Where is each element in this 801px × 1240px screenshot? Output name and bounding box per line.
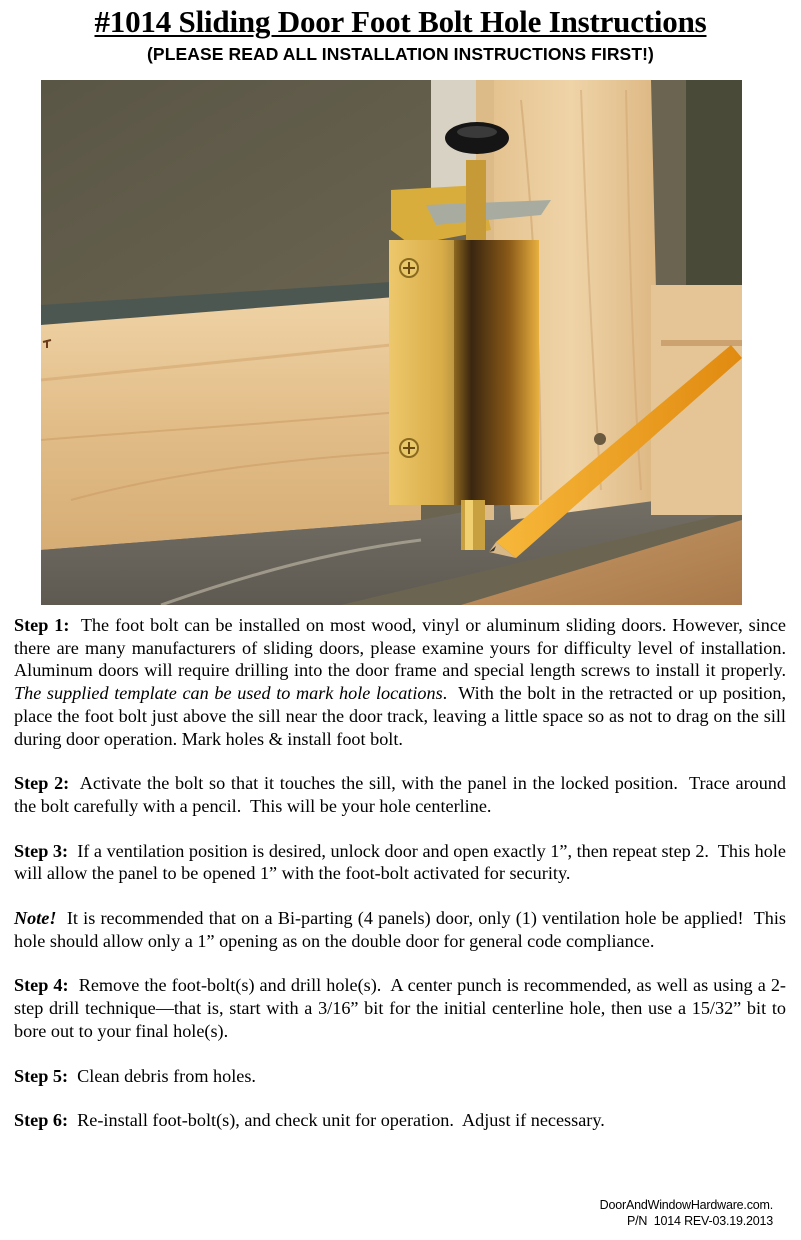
step-label: Step 6: bbox=[14, 1110, 69, 1131]
part-number: P/N 1014 REV-03.19.2013 bbox=[627, 1214, 773, 1228]
foot-bolt-installation-image bbox=[41, 80, 742, 605]
step-text-continued: . With the bolt in the retracted or up position, place the foot bolt just above the sill near the door track, leaving a little space so as not to drag on the sill during door operation. Mark holes & install foot bolt. bbox=[14, 683, 791, 749]
step-5 bbox=[14, 1065, 786, 1088]
step-text: Activate the bolt so that it touches the sill, with the panel in the locked position. Trace around the bolt carefully with a pencil. This will be your hole centerline. bbox=[14, 773, 791, 816]
step-label: Step 5: bbox=[14, 1065, 69, 1086]
step-text: Remove the foot-bolt(s) and drill hole(s). A center punch is recommended, as well as using a 2-step drill technique—that is, start with a 3/16” bit for the initial centerline hole, then use a 15/32” bit to bore out to your final hole(s). bbox=[14, 975, 791, 1041]
step-text: If a ventilation position is desired, unlock door and open exactly 1”, then repeat step 2. This hole will allow the panel to be opened 1” with the foot-bolt activated for security. bbox=[14, 840, 791, 884]
step-label: Step 3: bbox=[14, 840, 69, 861]
step-label: Step 1: bbox=[14, 615, 70, 635]
document-title bbox=[0, 4, 801, 40]
document-footer bbox=[600, 1197, 773, 1229]
step-text: The foot bolt can be installed on most wood, vinyl or aluminum sliding doors. However, since there are many manufacturers of sliding doors, please examine yours for difficulty level of installation. Aluminum doors will require drilling into the door frame and special length screws to install it properly. bbox=[14, 615, 791, 681]
step-italic-text: The supplied template can be used to mark hole locations bbox=[14, 683, 443, 704]
step-text: Re-install foot-bolt(s), and check unit for operation. Adjust if necessary. bbox=[68, 1110, 605, 1131]
note-text: It is recommended that on a Bi-parting (4 panels) door, only (1) ventilation hole be applied! This hole should allow only a 1” opening as on the double door for general code compliance. bbox=[14, 908, 791, 951]
title-text: #1014 Sliding Door Foot Bolt Hole Instructions bbox=[94, 4, 707, 39]
website-text: DoorAndWindowHardware.com. bbox=[599, 1198, 773, 1212]
note bbox=[14, 907, 791, 952]
step-label: Step 4: bbox=[14, 975, 69, 996]
step-4 bbox=[14, 974, 791, 1042]
step-2 bbox=[14, 772, 791, 817]
document-subtitle: (PLEASE READ ALL INSTALLATION INSTRUCTIONS FIRST!) bbox=[147, 44, 654, 64]
step-6 bbox=[14, 1109, 786, 1132]
step-label: Step 2: bbox=[14, 773, 70, 794]
step-3 bbox=[14, 840, 791, 885]
product-photo bbox=[41, 80, 742, 605]
note-label: Note! bbox=[14, 908, 57, 929]
step-text: Clean debris from holes. bbox=[68, 1065, 256, 1086]
step-1 bbox=[14, 614, 791, 750]
instruction-steps bbox=[14, 614, 791, 1154]
